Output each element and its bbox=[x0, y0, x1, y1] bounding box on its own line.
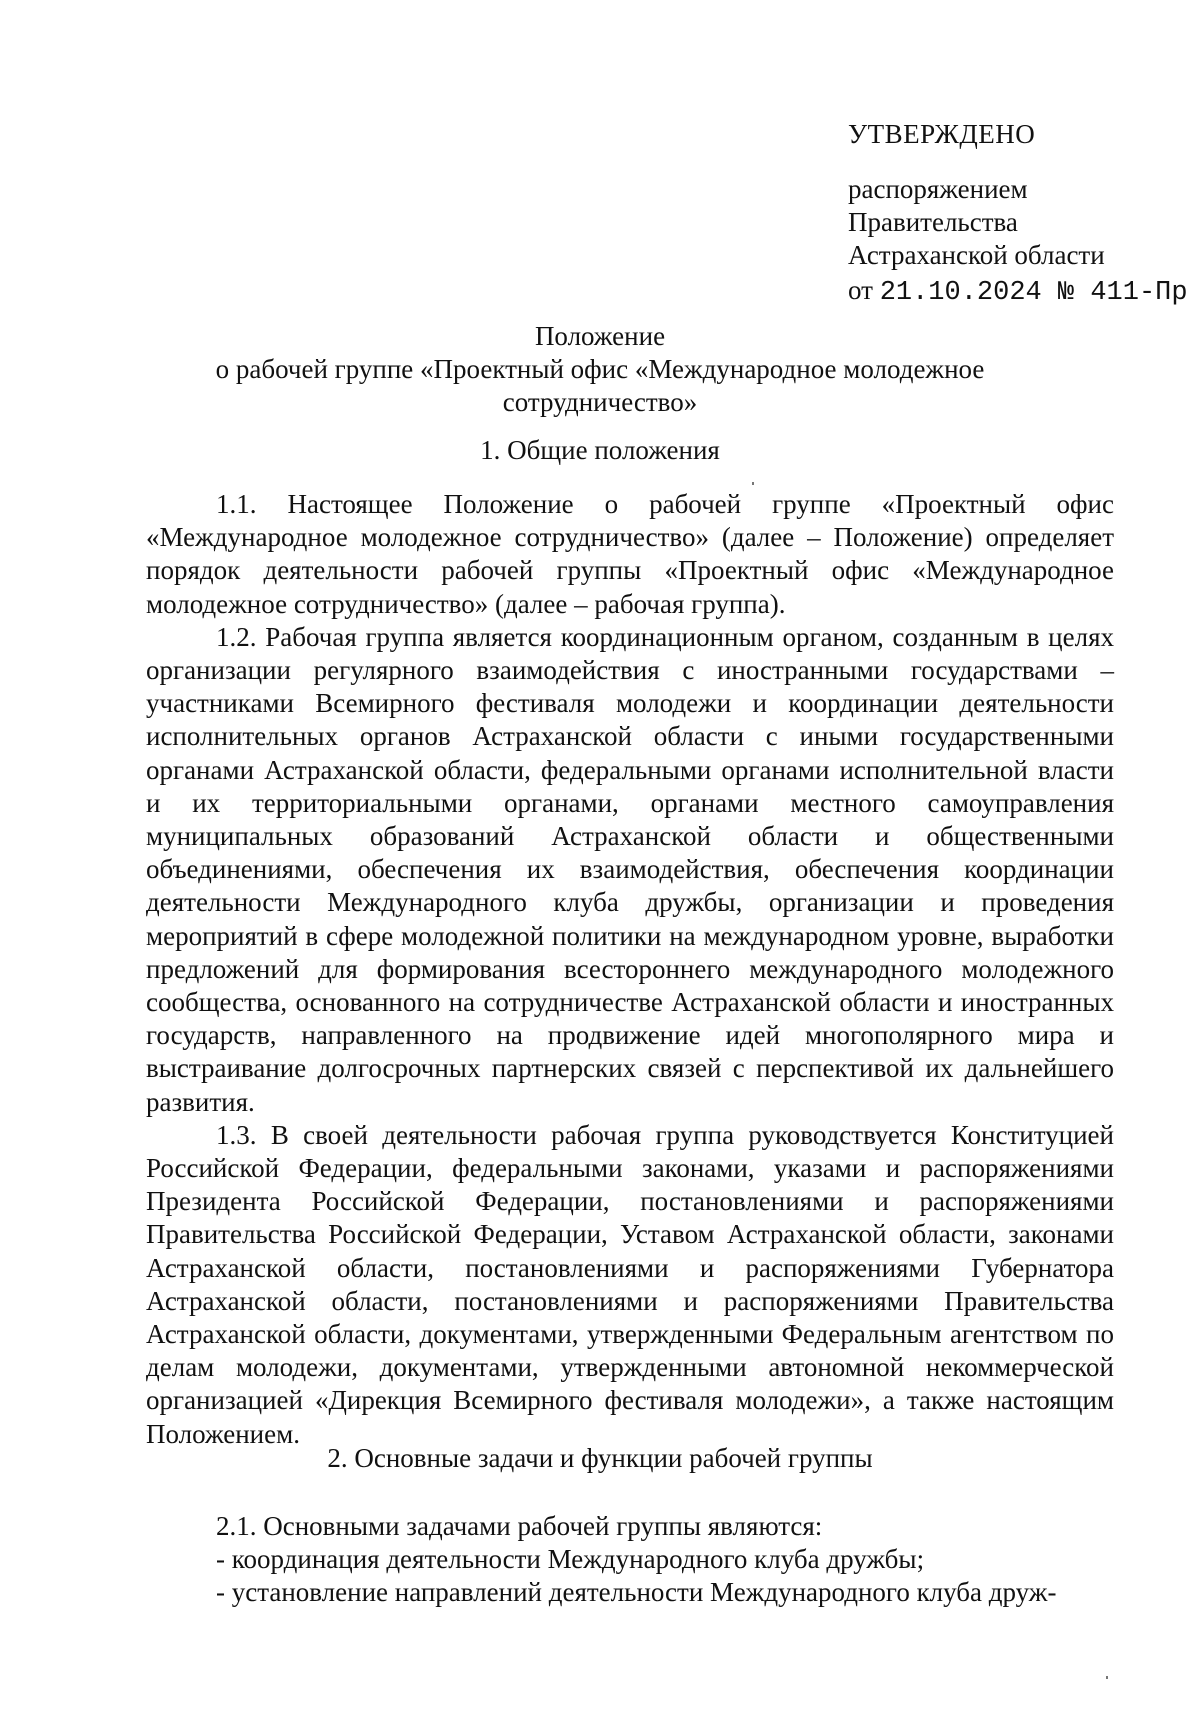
document-title bbox=[150, 320, 1050, 419]
scan-speck bbox=[1106, 1676, 1108, 1679]
approval-order bbox=[848, 274, 1188, 310]
list-item: - координация деятельности Международного клуба дружбы; bbox=[216, 1544, 925, 1574]
scan-speck bbox=[752, 482, 754, 485]
paragraph-1-3: 1.3. В своей деятельности рабочая группа руководствуется Конституцией Российской Федерации, федеральными законами, указами и распоряжениями Президента Российской Федерации, постановлениями и распоряжениями Правительства Российской Федерации, Уставом Астраханской области, законами Астраханской области, постановлениями и распоряжениями Губернатора Астраханской области, постановлениями и распоряжениями Правительства Астраханской области, документами, утвержденными Федеральным агентством по делам молодежи, документами, утвержденными автономной некоммерческой организацией «Дирекция Всемирного фестиваля молодежи», а также настоящим Положением. bbox=[146, 1119, 1114, 1449]
approval-stamp-block bbox=[848, 118, 1188, 310]
list-item: 2.1. Основными задачами рабочей группы являются: bbox=[216, 1511, 823, 1541]
title-line: о рабочей группе «Проектный офис «Международное молодежное bbox=[215, 354, 985, 384]
section-2-heading: 2. Основные задачи и функции рабочей группы bbox=[327, 1443, 873, 1473]
approval-line: распоряжением bbox=[848, 174, 1028, 204]
approval-order-number: 21.10.2024 № 411-Пр bbox=[879, 278, 1188, 308]
section-1-heading: 1. Общие положения bbox=[480, 435, 720, 465]
list-item: - установление направлений деятельности Международного клуба друж- bbox=[216, 1577, 1057, 1607]
title-line: сотрудничество» bbox=[502, 387, 698, 417]
paragraph-1-1: 1.1. Настоящее Положение о рабочей группе «Проектный офис «Международное молодежное сотрудничество» (далее – Положение) определяет порядок деятельности рабочей группы «Проектный офис «Международное молодежное сотрудничество» (далее – рабочая группа). bbox=[146, 489, 1114, 619]
approval-line: Астраханской области bbox=[848, 240, 1105, 270]
section-1-body bbox=[146, 488, 1114, 1451]
approval-line: Правительства bbox=[848, 207, 1018, 237]
paragraph-1-2: 1.2. Рабочая группа является координационным органом, созданным в целях организации регулярного взаимодействия с иностранными государствами – участниками Всемирного фестиваля молодежи и координации деятельности исполнительных органов Астраханской области с иными государственными органами Астраханской области, федеральными органами исполнительной власти и их территориальными органами, органами местного самоуправления муниципальных образований Астраханской области и общественными объединениями, обеспечения их взаимодействия, обеспечения координации деятельности Международного клуба дружбы, организации и проведения мероприятий в сфере молодежной политики на международном уровне, выработки предложений для формирования всестороннего международного молодежного сообщества, основанного на сотрудничестве Астраханской области и иностранных государств, направленного на продвижение идей многополярного мира и выстраивание долгосрочных партнерских связей с перспективой их дальнейшего развития. bbox=[146, 621, 1114, 1117]
approval-heading: УТВЕРЖДЕНО bbox=[848, 119, 1036, 149]
approval-order-prefix: от bbox=[848, 275, 873, 305]
section-2-list bbox=[216, 1510, 1114, 1609]
title-line: Положение bbox=[534, 321, 666, 351]
